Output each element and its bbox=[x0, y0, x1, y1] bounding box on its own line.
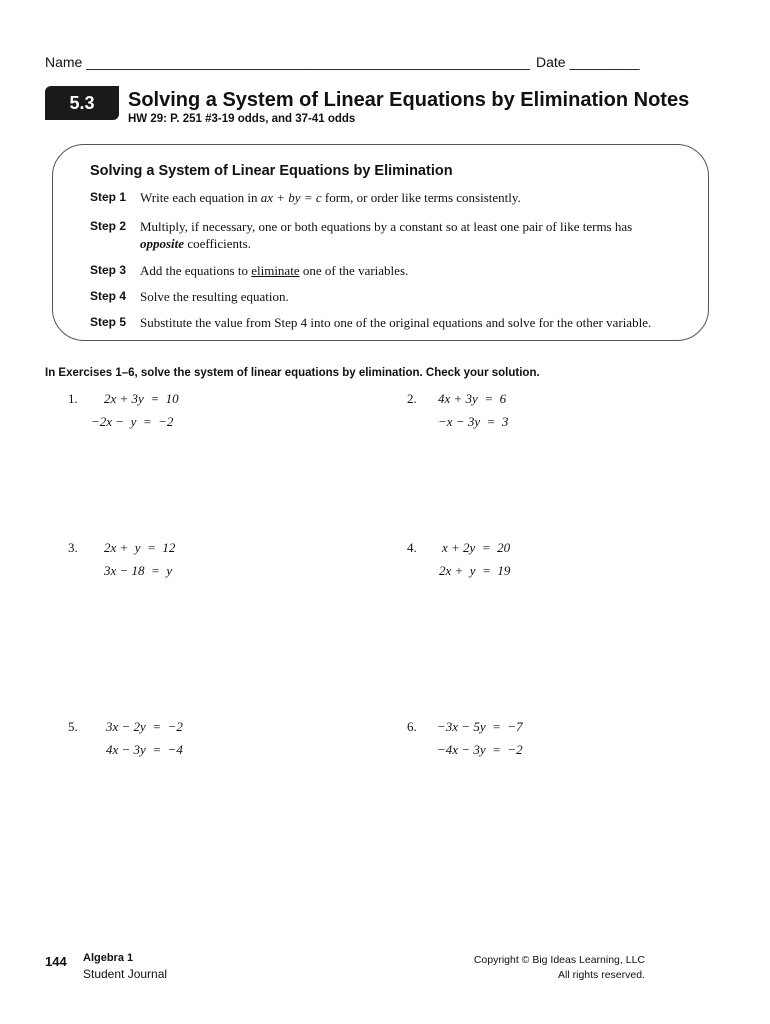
steps-box-title: Solving a System of Linear Equations by Elimination bbox=[90, 163, 453, 179]
step-label: Step 1 bbox=[90, 190, 127, 204]
exercise-equation: 2x + 3y = 10 bbox=[104, 391, 179, 406]
exercise-number: 2. bbox=[407, 391, 417, 406]
exercise-instructions: In Exercises 1–6, solve the system of linear equations by elimination. Check your solution. bbox=[45, 367, 540, 379]
step-text: Add the equations to eliminate one of the variables. bbox=[140, 263, 409, 278]
footer-book-title: Algebra 1 bbox=[83, 952, 134, 964]
exercise-equation: 3x − 2y = −2 bbox=[106, 719, 183, 734]
step-text: Substitute the value from Step 4 into one of the original equations and solve for the other variable. bbox=[140, 315, 652, 330]
page-title: Solving a System of Linear Equations by Elimination Notes bbox=[128, 89, 690, 111]
exercise-number: 1. bbox=[68, 391, 78, 406]
underlined-eliminate: eliminate bbox=[251, 263, 300, 278]
exercise-equation: 2x + y = 19 bbox=[439, 563, 511, 578]
exercise-equation: 2x + y = 12 bbox=[104, 540, 176, 555]
exercise-number: 4. bbox=[407, 540, 417, 555]
homework-assignment: HW 29: P. 251 #3-19 odds, and 37-41 odds bbox=[128, 113, 356, 125]
exercise-equation: x + 2y = 20 bbox=[442, 540, 511, 555]
standard-form-math: ax + by = c bbox=[260, 190, 322, 205]
exercise-equation: −4x − 3y = −2 bbox=[437, 742, 523, 757]
exercise-equation: 4x + 3y = 6 bbox=[438, 391, 507, 406]
footer-page-number: 144 bbox=[45, 954, 67, 969]
date-field-label: Date _________ bbox=[536, 54, 640, 70]
exercise-equation: 4x − 3y = −4 bbox=[106, 742, 183, 757]
exercise-number: 6. bbox=[407, 719, 417, 734]
exercise-number: 3. bbox=[68, 540, 78, 555]
step-text: Solve the resulting equation. bbox=[140, 289, 289, 304]
exercise-equation: −x − 3y = 3 bbox=[438, 414, 509, 429]
footer-rights: All rights reserved. bbox=[558, 969, 645, 981]
footer-copyright: Copyright © Big Ideas Learning, LLC bbox=[473, 954, 645, 966]
section-number-badge: 5.3 bbox=[45, 86, 119, 120]
step-text: Write each equation in ax + by = c form, or order like terms consistently. bbox=[140, 190, 521, 205]
step-label: Step 4 bbox=[90, 289, 127, 303]
step-label: Step 3 bbox=[90, 263, 127, 277]
step-text: Multiply, if necessary, one or both equations by a constant so at least one pair of like terms has opposite coefficients. bbox=[140, 219, 633, 251]
exercise-equation: −3x − 5y = −7 bbox=[437, 719, 523, 734]
exercise-equation: 3x − 18 = y bbox=[104, 563, 173, 578]
name-field-label: Name _________________________________________________________ bbox=[45, 54, 531, 70]
exercise-number: 5. bbox=[68, 719, 78, 734]
step-label: Step 2 bbox=[90, 219, 127, 233]
footer-journal-label: Student Journal bbox=[83, 967, 168, 981]
step-label: Step 5 bbox=[90, 315, 127, 329]
emphasis-opposite: opposite bbox=[140, 236, 185, 251]
exercise-equation: −2x − y = −2 bbox=[91, 414, 174, 429]
